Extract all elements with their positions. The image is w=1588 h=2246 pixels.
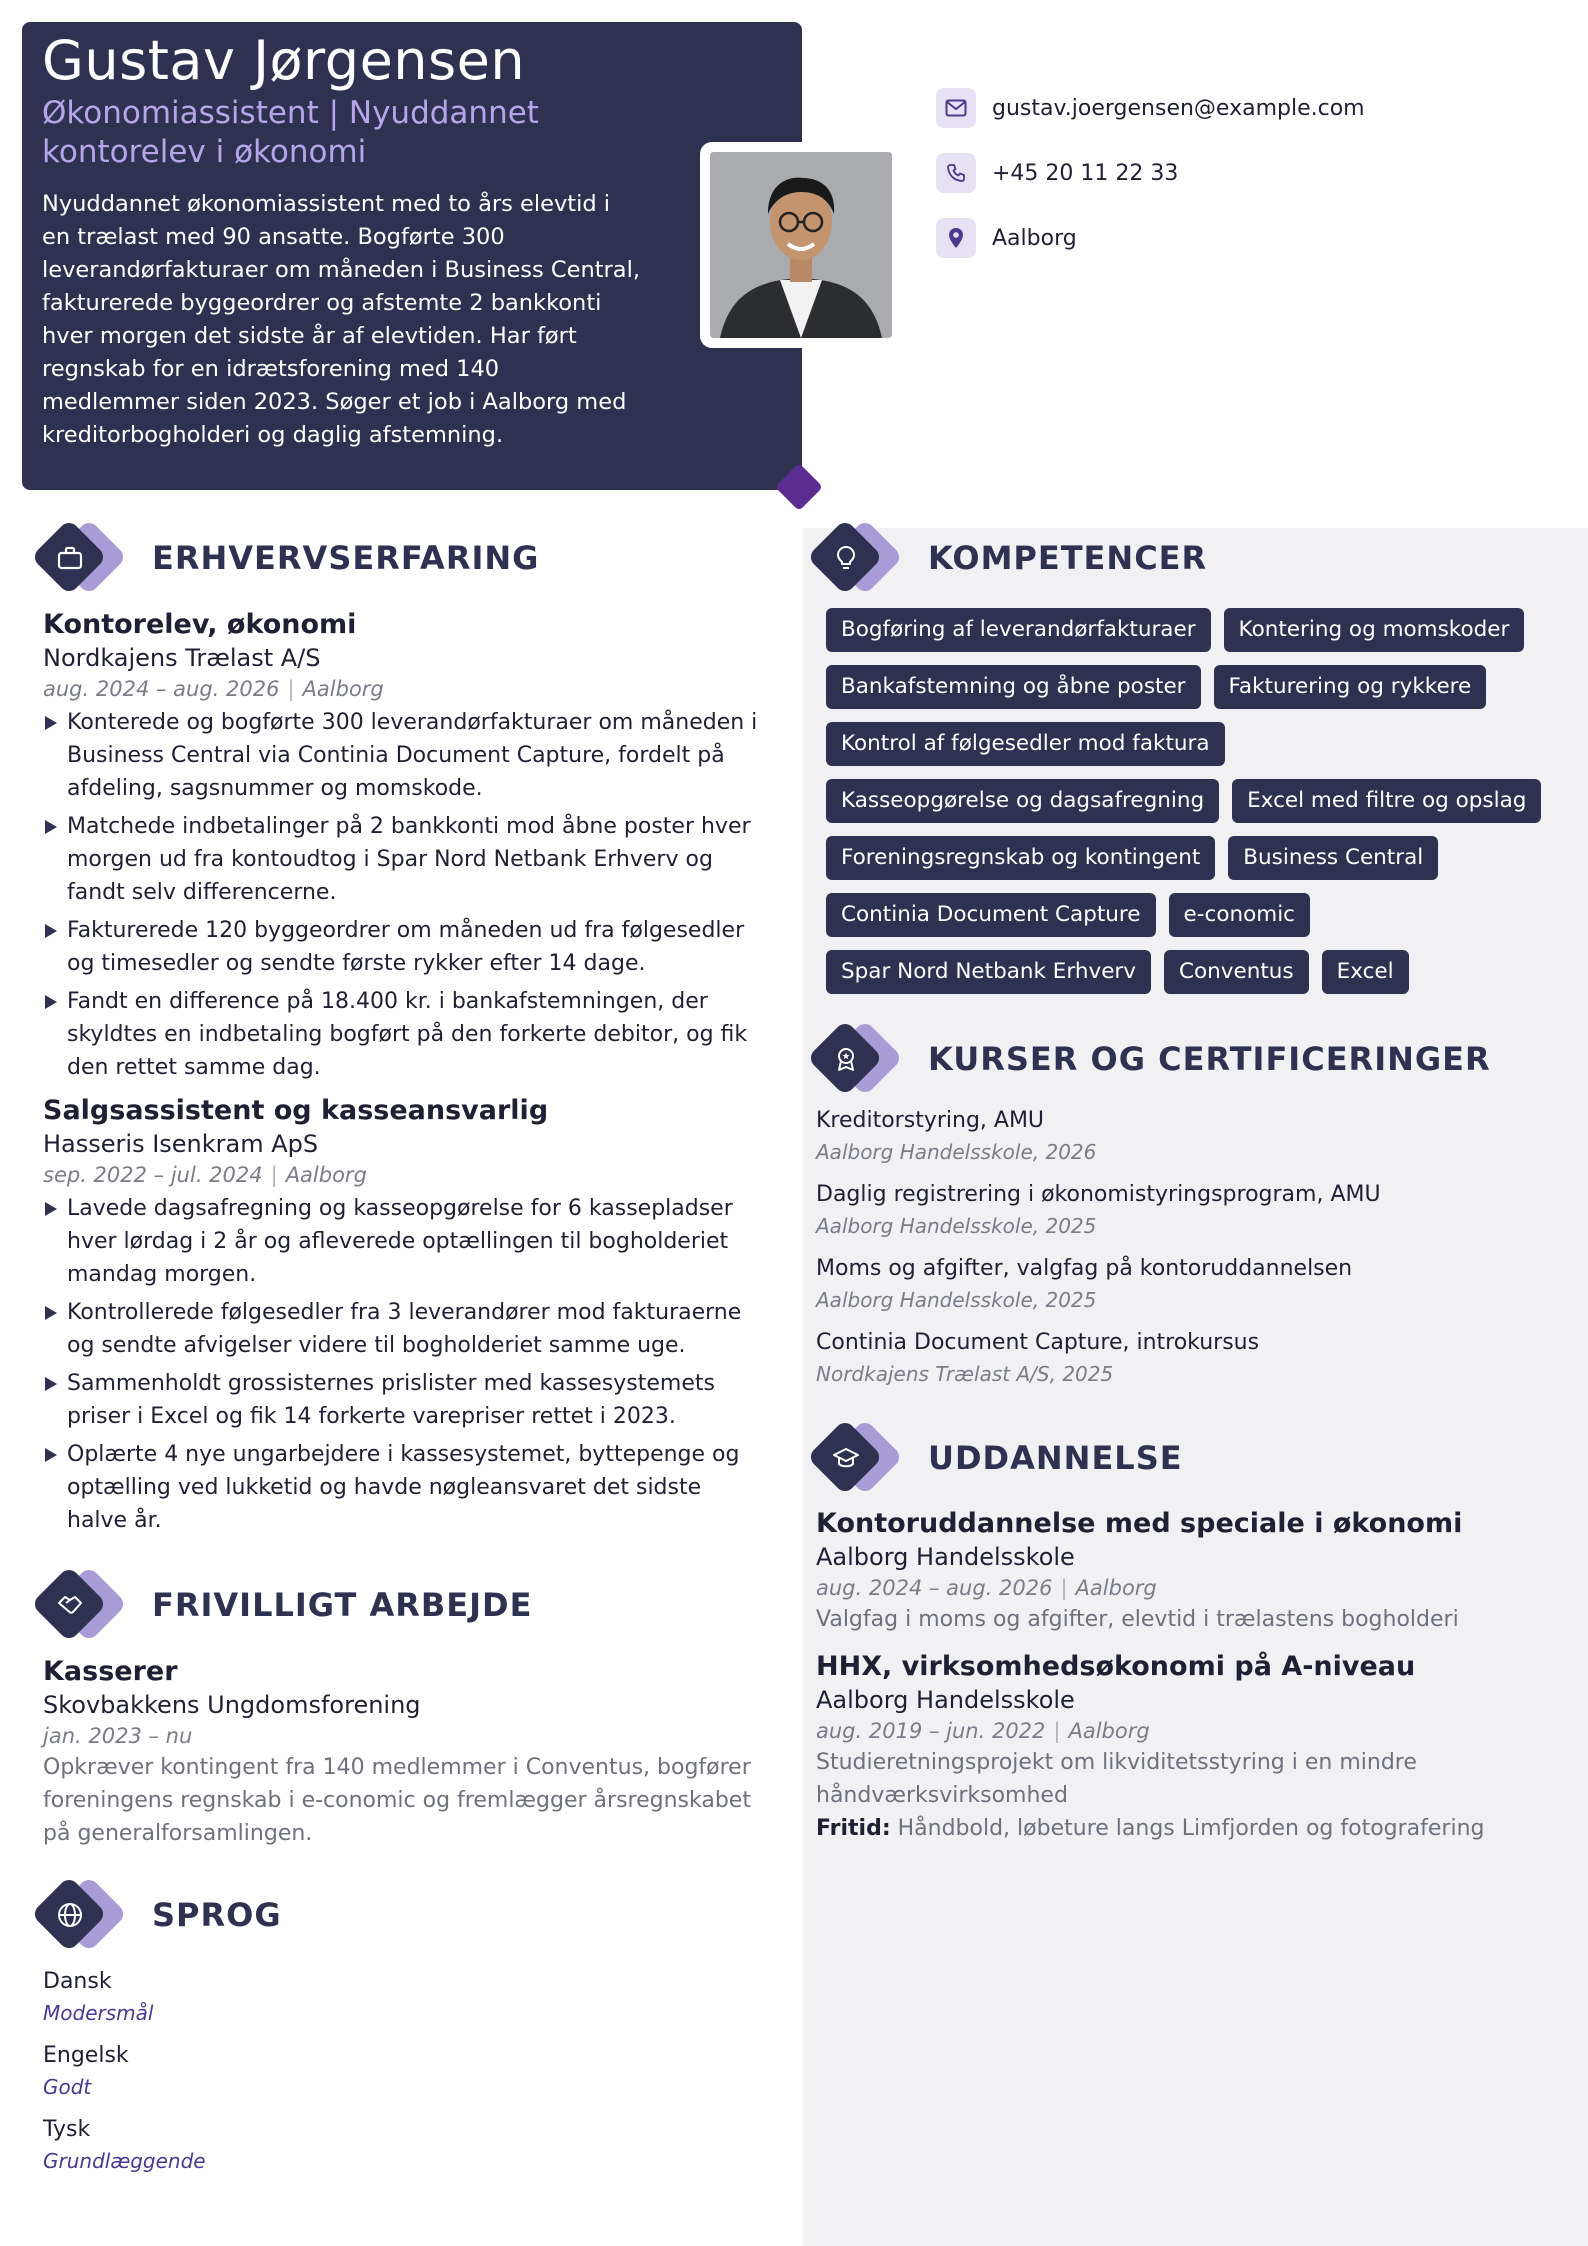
bullet-item: Sammenholdt grossisternes prislister med kassesystemets priser i Excel og fik 14 forkerte varepriser rettet i 2023. <box>43 1367 768 1433</box>
skill-tag: Bogføring af leverandørfakturaer <box>826 608 1211 652</box>
job-bullets <box>43 1192 768 1537</box>
course-name: Kreditorstyring, AMU <box>816 1108 1045 1133</box>
bullet-item: Lavede dagsafregning og kasseopgørelse for 6 kassepladser hver lørdag i 2 år og afleverede optællingen til bogholderiet mandag morgen. <box>43 1192 768 1291</box>
language-list <box>43 1966 206 2188</box>
skill-tag: Kasseopgørelse og dagsafregning <box>826 779 1219 823</box>
skill-tag: Business Central <box>1228 836 1438 880</box>
candidate-subtitle: Økonomiassistent | Nyuddannet kontorelev i økonomi <box>42 95 539 170</box>
section-heading-languages <box>32 1877 282 1953</box>
award-icon <box>832 1045 860 1073</box>
section-heading-experience <box>32 520 539 596</box>
contact-email[interactable] <box>936 88 1365 128</box>
language-name: Engelsk <box>43 2043 129 2068</box>
job-location: Aalborg <box>285 1163 367 1187</box>
graduation-cap-icon <box>832 1444 860 1472</box>
section-title: SPROG <box>152 1896 282 1934</box>
degree-title: HHX, virksomhedsøkonomi på A-niveau <box>816 1651 1416 1682</box>
contact-phone[interactable] <box>936 153 1365 193</box>
profile-photo <box>710 152 892 338</box>
school-name: Aalborg Handelsskole <box>816 1686 1075 1714</box>
education-entry <box>816 1507 1556 1636</box>
section-badge <box>808 1021 908 1097</box>
skill-tag: Bankafstemning og åbne poster <box>826 665 1201 709</box>
volunteer-dates: jan. 2023 – nu <box>43 1724 193 1748</box>
skill-tag: Foreningsregnskab og kontingent <box>826 836 1215 880</box>
contact-location <box>936 218 1365 258</box>
section-badge <box>808 1420 908 1496</box>
language-name: Dansk <box>43 1969 112 1994</box>
language-level: Godt <box>43 2075 92 2099</box>
education-location: Aalborg <box>1075 1576 1157 1600</box>
education-note: Valgfag i moms og afgifter, elevtid i trælastens bogholderi <box>816 1607 1459 1632</box>
education-dates: aug. 2024 – aug. 2026 <box>816 1576 1053 1600</box>
phone-icon <box>936 153 976 193</box>
job-location: Aalborg <box>302 677 384 701</box>
candidate-name: Gustav Jørgensen <box>42 29 526 92</box>
job-dates: aug. 2024 – aug. 2026 <box>43 677 280 701</box>
volunteer-role: Kasserer <box>43 1656 178 1687</box>
section-heading-volunteer <box>32 1567 532 1643</box>
skill-tag: Fakturering og rykkere <box>1214 665 1487 709</box>
profile-summary: Nyuddannet økonomiassistent med to års elevtid i en trælast med 90 ansatte. Bogførte 300 leverandørfakturaer om måneden i Business Central, fakturerede byggeordrer og afstemte 2 bankkonti hver morgen det sidste år af elevtiden. Har ført regnskab for en idrætsforening med 140 medlemmer siden 2023. Søger et job i Aalborg med kreditorbogholderi og daglig afstemning. <box>42 191 640 448</box>
education-meta: aug. 2024 – aug. 2026 | Aalborg <box>816 1576 1157 1600</box>
language-level: Grundlæggende <box>43 2149 206 2173</box>
language-level: Modersmål <box>43 2001 154 2025</box>
section-title: FRIVILLIGT ARBEJDE <box>152 1586 533 1624</box>
section-title: UDDANNELSE <box>928 1439 1183 1477</box>
course-meta: Nordkajens Trælast A/S, 2025 <box>816 1362 1114 1386</box>
skill-tag: Excel <box>1322 950 1409 994</box>
experience-entry <box>43 608 768 1084</box>
section-title: KURSER OG CERTIFICERINGER <box>928 1040 1491 1078</box>
job-bullets <box>43 706 768 1084</box>
job-title: Salgsassistent og kasseansvarlig <box>43 1095 549 1126</box>
handshake-icon <box>56 1591 84 1619</box>
location-text: Aalborg <box>992 225 1077 251</box>
skill-tag: Continia Document Capture <box>826 893 1156 937</box>
language-name: Tysk <box>43 2117 91 2142</box>
section-heading-courses <box>808 1021 1491 1097</box>
course-meta: Aalborg Handelsskole, 2025 <box>816 1214 1097 1238</box>
education-location: Aalborg <box>1068 1719 1150 1743</box>
profile-photo-frame <box>700 142 902 348</box>
hobbies-label: Fritid: <box>816 1816 891 1841</box>
volunteer-org: Skovbakkens Ungdomsforening <box>43 1691 421 1719</box>
job-dates: sep. 2022 – jul. 2024 <box>43 1163 263 1187</box>
degree-title: Kontoruddannelse med speciale i økonomi <box>816 1508 1463 1539</box>
contact-list <box>936 88 1365 283</box>
email-text[interactable]: gustav.joergensen@example.com <box>992 95 1365 121</box>
globe-icon <box>56 1901 84 1929</box>
header-panel <box>22 22 802 490</box>
section-heading-skills <box>808 520 1207 596</box>
experience-entry <box>43 1094 768 1537</box>
education-entry <box>816 1650 1556 1812</box>
volunteer-entry <box>43 1655 768 1850</box>
education-note: Studieretningsprojekt om likviditetsstyring i en mindre håndværksvirksomhed <box>816 1750 1417 1808</box>
bullet-item: Kontrollerede følgesedler fra 3 leverandører mod fakturaerne og sendte afvigelser videre til bogholderiet samme uge. <box>43 1296 768 1362</box>
skill-tags <box>826 608 1566 1007</box>
skill-tag: Conventus <box>1164 950 1309 994</box>
job-meta: sep. 2022 – jul. 2024 | Aalborg <box>43 1163 367 1187</box>
phone-text[interactable]: +45 20 11 22 33 <box>992 160 1179 186</box>
section-badge <box>32 520 132 596</box>
course-name: Moms og afgifter, valgfag på kontoruddannelsen <box>816 1256 1353 1281</box>
hobbies-line <box>816 1812 1556 1845</box>
school-name: Aalborg Handelsskole <box>816 1543 1075 1571</box>
bullet-item: Oplærte 4 nye ungarbejdere i kassesystemet, byttepenge og optælling ved lukketid og havde nøgleansvaret det sidste halve år. <box>43 1438 768 1537</box>
company-name: Hasseris Isenkram ApS <box>43 1130 319 1158</box>
skill-tag: Spar Nord Netbank Erhverv <box>826 950 1151 994</box>
section-badge <box>808 520 908 596</box>
course-name: Continia Document Capture, introkursus <box>816 1330 1260 1355</box>
volunteer-description: Opkræver kontingent fra 140 medlemmer i Conventus, bogfører foreningens regnskab i e-conomic og fremlægger årsregnskabet på generalforsamlingen. <box>43 1755 751 1846</box>
portrait-illustration <box>710 152 892 338</box>
bullet-item: Fakturerede 120 byggeordrer om måneden ud fra følgesedler og timesedler og sendte første rykker efter 14 dage. <box>43 914 768 980</box>
skill-tag: Kontrol af følgesedler mod faktura <box>826 722 1225 766</box>
education-meta: aug. 2019 – jun. 2022 | Aalborg <box>816 1719 1150 1743</box>
skill-tag: e-conomic <box>1169 893 1310 937</box>
education-dates: aug. 2019 – jun. 2022 <box>816 1719 1046 1743</box>
section-badge <box>32 1567 132 1643</box>
skill-tag: Excel med filtre og opslag <box>1232 779 1541 823</box>
envelope-icon <box>936 88 976 128</box>
course-meta: Aalborg Handelsskole, 2026 <box>816 1140 1097 1164</box>
bullet-item: Matchede indbetalinger på 2 bankkonti mod åbne poster hver morgen ud fra kontoudtog i Spar Nord Netbank Erhverv og fandt selv differencerne. <box>43 810 768 909</box>
hobbies-text: Håndbold, løbeture langs Limfjorden og fotografering <box>897 1816 1485 1841</box>
section-heading-education <box>808 1420 1183 1496</box>
course-meta: Aalborg Handelsskole, 2025 <box>816 1288 1097 1312</box>
education-list <box>816 1507 1556 1845</box>
briefcase-icon <box>56 544 84 572</box>
company-name: Nordkajens Trælast A/S <box>43 644 321 672</box>
section-badge <box>32 1877 132 1953</box>
section-title: KOMPETENCER <box>928 539 1208 577</box>
skill-tag: Kontering og momskoder <box>1224 608 1525 652</box>
experience-list <box>43 608 768 1542</box>
course-list <box>816 1105 1556 1401</box>
bullet-item: Konterede og bogførte 300 leverandørfakturaer om måneden i Business Central via Continia Document Capture, fordelt på afdeling, sagsnummer og momskode. <box>43 706 768 805</box>
course-name: Daglig registrering i økonomistyringsprogram, AMU <box>816 1182 1381 1207</box>
lightbulb-icon <box>832 544 860 572</box>
section-title: ERHVERVSERFARING <box>152 539 540 577</box>
bullet-item: Fandt en difference på 18.400 kr. i bankafstemningen, der skyldtes en indbetaling bogført på den forkerte debitor, og fik den rettet samme dag. <box>43 985 768 1084</box>
job-title: Kontorelev, økonomi <box>43 609 357 640</box>
map-pin-icon <box>936 218 976 258</box>
job-meta: aug. 2024 – aug. 2026 | Aalborg <box>43 677 384 701</box>
